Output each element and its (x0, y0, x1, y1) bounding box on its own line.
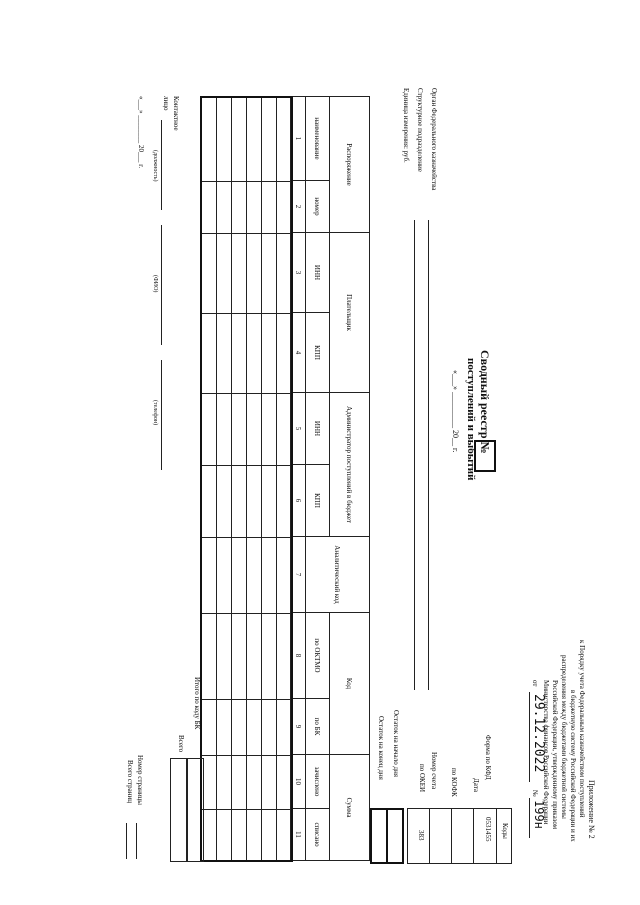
table-cell (262, 699, 277, 755)
appendix-date-handwritten: 29.12.2022 (531, 694, 546, 773)
sub-oktmo: по ОКТМО (306, 613, 330, 699)
date-code-label: Дата (472, 778, 480, 792)
table-cell (262, 613, 277, 699)
header-analytic: Аналитический код (306, 537, 370, 613)
table-cell (247, 233, 262, 313)
page-number-label: Номер страницы (136, 755, 144, 806)
fio-caption: (ФИО) (152, 275, 158, 293)
table-row (247, 97, 262, 861)
col-num: 6 (291, 465, 306, 537)
table-cell (217, 465, 232, 537)
table-row (262, 97, 277, 861)
sub-kpp-admin: КПП (306, 465, 330, 537)
table-cell (232, 393, 247, 465)
table-cell (262, 233, 277, 313)
table-cell (217, 97, 232, 181)
footer-date: «___» ________ 20___ г. (137, 96, 145, 169)
table-cell (232, 97, 247, 181)
registry-data-rows (200, 96, 293, 862)
sub-debited: списано (306, 809, 330, 861)
table-cell (232, 465, 247, 537)
table-cell (247, 809, 262, 861)
table-cell (232, 613, 247, 699)
table-cell (262, 755, 277, 809)
table-cell (232, 537, 247, 613)
table-cell (277, 181, 293, 233)
appendix-line: распределения между бюджетами бюджетной системы (560, 655, 568, 819)
col-num: 9 (291, 699, 306, 755)
col-num: 3 (291, 233, 306, 313)
sub-number: номер (306, 181, 330, 233)
table-cell (232, 181, 247, 233)
registry-date-line: «___» _________ 20__ г. (451, 370, 460, 453)
col-num: 5 (291, 393, 306, 465)
table-cell (247, 613, 262, 699)
sub-name: наименование (306, 97, 330, 181)
table-cell (277, 233, 293, 313)
appendix-number-prefix: № (531, 790, 539, 797)
table-cell (232, 233, 247, 313)
col-num: 7 (291, 537, 306, 613)
table-cell (262, 181, 277, 233)
table-cell (217, 181, 232, 233)
table-cell (262, 313, 277, 393)
codes-header: Коды (501, 823, 509, 839)
table-cell (201, 181, 217, 233)
header-order: Распоряжение (330, 97, 370, 233)
col-num: 10 (291, 755, 306, 809)
sub-inn-admin: ИНН (306, 393, 330, 465)
appendix-date-prefix: от (531, 680, 539, 687)
table-cell (277, 699, 293, 755)
sub-kpp: КПП (306, 313, 330, 393)
table-cell (247, 699, 262, 755)
kofk-code-label: по КОФК (450, 768, 458, 797)
table-cell (217, 755, 232, 809)
account-label: Номер счета (430, 752, 438, 790)
table-cell (262, 393, 277, 465)
table-row (277, 97, 293, 861)
table-cell (277, 393, 293, 465)
registry-title: Сводный реестр № (478, 350, 492, 454)
sub-bk: по БК (306, 699, 330, 755)
sub-credited: зачислено (306, 755, 330, 809)
table-row (217, 97, 232, 861)
table-cell (247, 465, 262, 537)
table-cell (201, 313, 217, 393)
table-cell (262, 97, 277, 181)
table-cell (262, 465, 277, 537)
table-cell (201, 393, 217, 465)
table-cell (217, 313, 232, 393)
appendix-title: Приложение № 2 (587, 780, 596, 839)
okei-code-value: 383 (417, 830, 425, 841)
table-cell (217, 699, 232, 755)
registry-subtitle: поступлений и выбытий (465, 358, 477, 481)
appendix-line: Российской Федерации, утвержденному приказом (551, 680, 559, 830)
table-cell (217, 393, 232, 465)
header-code: Код (330, 613, 370, 755)
table-cell (217, 809, 232, 861)
header-admin: Администратор поступлений в бюджет (330, 393, 370, 537)
table-cell (247, 181, 262, 233)
appendix-number-handwritten: 199н (532, 800, 546, 829)
table-cell (201, 97, 217, 181)
table-cell (232, 313, 247, 393)
header-sum: Сумма (330, 755, 370, 861)
table-cell (201, 465, 217, 537)
table-cell (277, 613, 293, 699)
table-cell (277, 537, 293, 613)
appendix-line: Министерства финансов Российской Федерации (542, 680, 550, 825)
contact-label: Контактное (172, 96, 180, 131)
form-code-label: Форма по КФД (484, 735, 492, 780)
table-cell (277, 313, 293, 393)
col-num: 2 (291, 181, 306, 233)
table-cell (201, 233, 217, 313)
table-cell (201, 613, 217, 699)
col-num: 8 (291, 613, 306, 699)
appendix-line: в бюджетную систему Российской Федерации и их (569, 690, 577, 842)
table-cell (247, 97, 262, 181)
table-cell (217, 233, 232, 313)
table-cell (247, 755, 262, 809)
registry-table (290, 96, 370, 861)
appendix-line: к Порядку учета Федеральным казначейством поступлений (578, 640, 586, 818)
table-cell (201, 699, 217, 755)
table-cell (217, 537, 232, 613)
sub-inn: ИНН (306, 233, 330, 313)
total-pages-label: Всего страниц (126, 760, 134, 804)
position-caption: (должность) (152, 150, 158, 182)
table-cell (247, 393, 262, 465)
col-num: 4 (291, 313, 306, 393)
table-cell (247, 537, 262, 613)
treasury-body-label: Орган Федерального казначейства (430, 88, 438, 191)
table-cell (262, 537, 277, 613)
table-cell (232, 755, 247, 809)
table-row (232, 97, 247, 861)
col-num: 11 (291, 809, 306, 861)
table-cell (277, 755, 293, 809)
contact-label-2: лицо (162, 96, 170, 111)
header-payer: Плательщик (330, 233, 370, 393)
table-cell (201, 537, 217, 613)
table-cell (277, 97, 293, 181)
table-row (201, 97, 217, 861)
unit-label: Единица измерения: руб. (402, 88, 410, 163)
phone-caption: (телефон) (152, 400, 158, 426)
col-num: 1 (291, 97, 306, 181)
form-code-value: 0531455 (484, 817, 492, 842)
table-cell (232, 809, 247, 861)
total-label: Всего (177, 735, 185, 753)
balance-end-label: Остаток на конец дня (377, 716, 385, 780)
balance-start-label: Остаток на начало дня (392, 710, 400, 777)
total-by-bk-label: Итого по коду БК (193, 677, 201, 730)
okei-label: по ОКЕИ (418, 764, 426, 793)
table-cell (277, 809, 293, 861)
division-label: Структурное подразделение (416, 88, 424, 172)
table-cell (262, 809, 277, 861)
table-cell (217, 613, 232, 699)
table-cell (232, 699, 247, 755)
table-cell (247, 313, 262, 393)
table-cell (277, 465, 293, 537)
